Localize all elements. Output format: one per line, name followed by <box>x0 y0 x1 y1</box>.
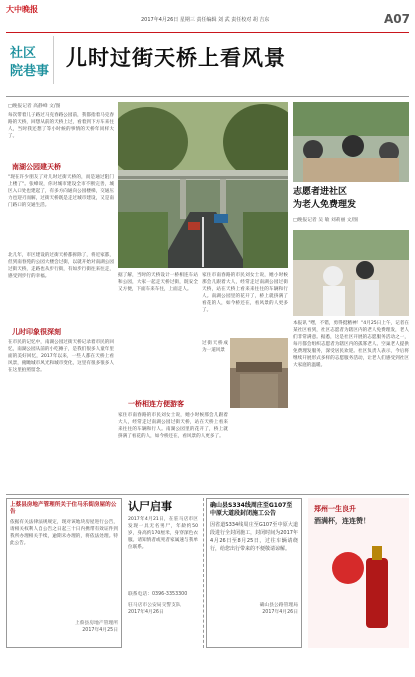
side-photo <box>293 230 409 316</box>
main-para-4: 据了解，当时的天桥设计一桥相连车站和公园，大家一起走天桥过街，既安全又方便，下面车来车往，上面走人。 <box>118 273 198 292</box>
side-headline-1: 志愿者进社区 <box>293 187 348 197</box>
notice-road-closure <box>206 498 302 648</box>
paper-name: 大中晚报 <box>6 5 38 14</box>
subhead-3: 一桥相连方便游客 <box>128 400 184 408</box>
headline: 儿时过街天桥上看风景 <box>66 46 286 70</box>
inset-photo <box>230 338 288 408</box>
bridge-scene-image <box>118 102 288 268</box>
ad-liquor <box>308 498 409 648</box>
ad-liquor-title: 郑州一生良升 <box>314 505 356 513</box>
side-headline <box>293 186 356 212</box>
main-para-2: 北儿年，市区建设的过街天桥都拆除了，将近家都，但到南春苑的公园大楼会过街，以就开始对南湖公园过街天桥，走路也从步行街，有如步行街往来往走，感受到步行的幸福。 <box>8 253 114 279</box>
side-photo-top <box>293 102 409 182</box>
section-label <box>6 36 54 84</box>
notice-road-closure-date: 2017年4月26日 <box>262 610 298 615</box>
main-para-3: 在市民的记忆中，南湖公园过街天桥记录着市民的回忆，南湖公园从前的小吃摊子，是我们很多人童年里面的美好回忆，2017年以来，一些人都在天桥上看风景，俯瞰城市风光和城市变化，这里有很多很多人在这里拍照留念。 <box>8 340 114 373</box>
subhead-2: 儿时印象很深刻 <box>12 328 61 336</box>
section-label-line2: 院巷事 <box>10 64 50 79</box>
main-intro: 每次带着儿子路过马克春路公园前，我都指着马克春路的天桥，回想从前的天桥上过，看着到下方车来往人，当时我还想了等小时候的事情的天桥年同样大了。 <box>8 113 114 139</box>
main-para-1: "现在许少朋友了对儿时过街天桥的，而是通过阻门上楼了"。张峰说，你对城市建设全市不断完善，城区入口处也建起了，有多方向通向公园楼梯，交通压力也迎刃而解，过街天桥既是走过城市建设，又是南门路口的交通生活。 <box>8 175 114 208</box>
notice-body-claim-signer: 驻马店市公安局交警支队 <box>128 603 181 608</box>
notice-body-claim-date: 2017年4月26日 <box>128 610 164 615</box>
subhead-1: 南湖公园建天桥 <box>12 163 61 171</box>
notice-road-closure-signer: 确山县公路管理局 <box>259 603 298 608</box>
notice-body-claim-contact: 联系电话：0396-3353300 <box>128 592 188 597</box>
masthead <box>6 4 409 30</box>
inset-caption: 过街天桥成为一道风景 <box>202 341 228 353</box>
notice-housing <box>6 498 122 648</box>
col3-para-top: 家住市南春路的市民刘女士说，她小时候那会儿跟着大人，经常走过南湖公园过街天桥，站在天桥上看来来往往的车辆和行人。南湖公园里的花开了，桥上就挤满了看花的人，如今桥还在，看风景的人更多了。 <box>202 273 288 313</box>
side-headline-2: 为老人免费理发 <box>293 200 357 210</box>
crowd-scene-image <box>293 102 409 182</box>
headline-rule <box>6 96 409 97</box>
col3-para: 家住市南春路的市民刘女士说，她小时候那会儿跟着大人，经常走过南湖公园过街天桥，站在天桥上看来来往往的车辆和行人。南湖公园里的花开了，桥上就挤满了看花的人，如今桥还在，看风景的人更多了。 <box>118 413 228 439</box>
notice-housing-date: 2017年4月25日 <box>82 628 118 633</box>
issue-meta: 2017年4月26日 星期三 责任编辑 刘 武 责任校对 胡 吉东 <box>141 17 270 23</box>
side-byline: □晚报记者 吴 敏 刘莉丽 文/图 <box>293 218 359 223</box>
notice-road-closure-body: 因省道S334线周庄至G107至中原大道段进行全封闭施工，封闭时间为2017年4月26日至8月25日，过往车辆请绕行，给您出行带来的不便敬请谅解。 <box>210 522 298 552</box>
notice-housing-signer: 上蔡县房地产管理所 <box>74 621 118 626</box>
side-body: 本报讯 "嘿，不错，剪得挺精神！"4月25日上午，记者在某社区看到，社区志愿者为辖区内的老人免费理发，老人们非常满意。据悉，这是社区开展的志愿服务活动之一，每月都会组织志愿者为辖区内的孤寡老人、空巢老人提供免费理发服务，深受居民欢迎。社区负责人表示，今后将继续开展形式多样的志愿服务活动，让老人们感受到社区大家庭的温暖。 <box>293 321 409 368</box>
liquor-bottle-image <box>328 538 398 638</box>
haircut-scene-image <box>293 230 409 316</box>
notice-housing-title: 上蔡县房地产管理所关于住马乐街房屋的公告 <box>10 502 117 515</box>
section-label-line1: 社区 <box>10 46 37 61</box>
ads-divider <box>203 498 204 648</box>
bridge-detail-image <box>230 338 288 408</box>
notice-body-claim-text: 2017年4月21日，在驻马店市区发现一具无名男尸，年龄约50岁，身高约170厘米，身穿深色衣服。请知情者或死者家属速与我单位联系。 <box>128 517 198 550</box>
main-photo <box>118 102 288 268</box>
notice-housing-body: 依据有关法律法规规定，现对该地块房屋进行公告，请相关权利人自公告之日起三十日内携带有效证件到我所办理相关手续，逾期未办理的，将依法处理。特此公告。 <box>10 520 118 546</box>
notice-body-claim <box>128 498 198 648</box>
notice-road-closure-title: 确山县S334线周庄至G107至中原大道段封闭施工公告 <box>210 502 293 517</box>
ads-rule <box>6 494 409 495</box>
ad-liquor-slogan: 酒满杯，连连赞！ <box>314 517 370 525</box>
notice-body-claim-title: 认尸启事 <box>128 500 172 513</box>
page-number: A07 <box>384 12 410 26</box>
masthead-rule <box>6 32 409 33</box>
main-byline: □晚报记者 高静峰 文/图 <box>8 104 61 109</box>
